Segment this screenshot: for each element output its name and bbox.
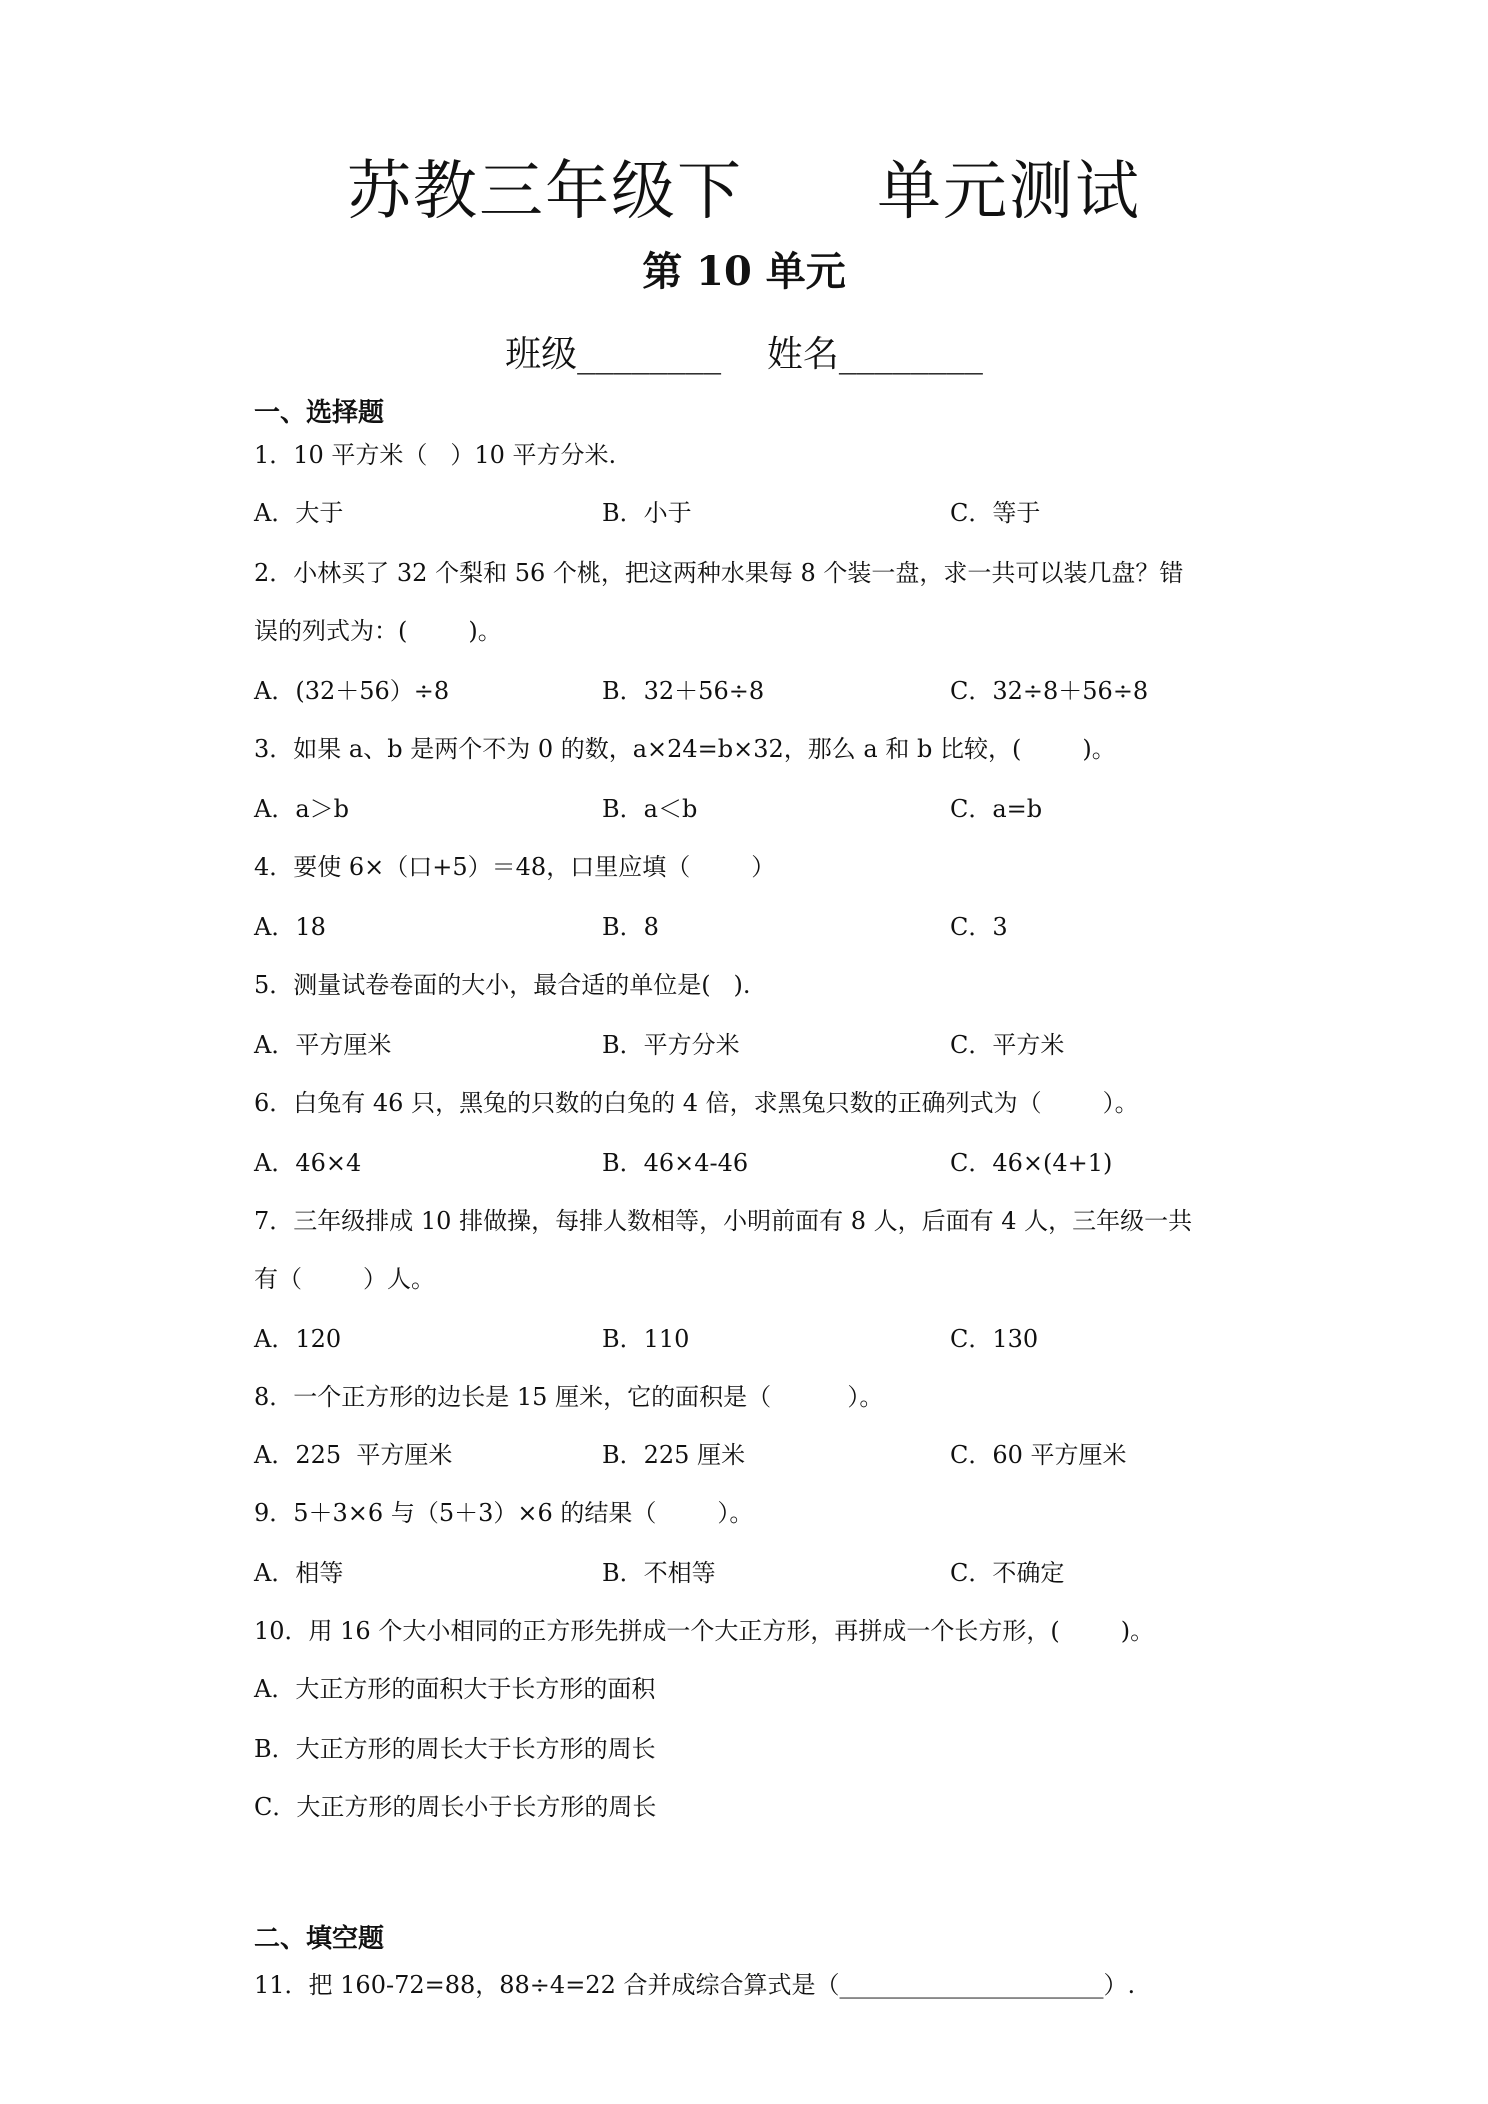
section-heading-fill: 二、填空题: [254, 1924, 385, 1954]
q5-option-b: B．平方分米: [602, 1031, 740, 1059]
q3-option-b: B．a＜b: [602, 795, 698, 823]
q9-option-b: B．不相等: [602, 1559, 716, 1587]
q9-option-a: A．相等: [254, 1559, 344, 1587]
question-9: 9．5＋3×6 与（5＋3）×6 的结果（ ）。: [254, 1499, 754, 1527]
question-10: 10．用 16 个大小相同的正方形先拼成一个大正方形，再拼成一个长方形，( )。: [254, 1617, 1155, 1645]
q6-option-a: A．46×4: [254, 1149, 362, 1177]
q2-option-c: C．32÷8＋56÷8: [950, 677, 1149, 705]
q3-option-a: A．a＞b: [254, 795, 350, 823]
question-2-line-2: 误的列式为：( )。: [254, 617, 502, 645]
q10-option-b: B．大正方形的周长大于长方形的周长: [254, 1735, 656, 1763]
q1-option-a: A．大于: [254, 499, 344, 527]
q4-option-b: B．8: [602, 913, 659, 941]
question-7-line-1: 7．三年级排成 10 排做操，每排人数相等，小明前面有 8 人，后面有 4 人，三年级一共: [254, 1207, 1193, 1235]
q5-option-a: A．平方厘米: [254, 1031, 392, 1059]
q2-option-b: B．32＋56÷8: [602, 677, 765, 705]
question-3: 3．如果 a、b 是两个不为 0 的数，a×24=b×32，那么 a 和 b 比较，( )。: [254, 735, 1116, 763]
question-2-line-1: 2．小林买了 32 个梨和 56 个桃，把这两种水果每 8 个装一盘，求一共可以装几盘？错: [254, 559, 1184, 587]
q1-option-c: C．等于: [950, 499, 1041, 527]
q8-option-b: B．225 厘米: [602, 1441, 746, 1469]
q2-option-a: A．(32＋56）÷8: [254, 677, 450, 705]
question-8: 8．一个正方形的边长是 15 厘米，它的面积是（ ）。: [254, 1383, 884, 1411]
class-name-line: 班级________ 姓名________: [505, 334, 983, 375]
q3-option-c: C．a=b: [950, 795, 1043, 823]
question-4: 4．要使 6×（口+5）＝48，口里应填（ ）: [254, 853, 776, 881]
unit-subtitle: 第 10 单元: [642, 248, 846, 295]
q8-option-a: A．225 平方厘米: [254, 1441, 453, 1469]
q10-option-a: A．大正方形的面积大于长方形的面积: [254, 1675, 656, 1703]
q10-option-c: C．大正方形的周长小于长方形的周长: [254, 1793, 657, 1821]
q4-option-a: A．18: [254, 913, 326, 941]
q9-option-c: C．不确定: [950, 1559, 1065, 1587]
question-7-line-2: 有（ ）人。: [254, 1265, 436, 1293]
q5-option-c: C．平方米: [950, 1031, 1065, 1059]
question-11: 11．把 160-72=88，88÷4=22 合并成综合算式是（______________________）.: [254, 1971, 1136, 1999]
q1-option-b: B．小于: [602, 499, 692, 527]
q8-option-c: C．60 平方厘米: [950, 1441, 1127, 1469]
question-6: 6．白兔有 46 只，黑兔的只数的白兔的 4 倍，求黑兔只数的正确列式为（ ）。: [254, 1089, 1139, 1117]
question-5: 5．测量试卷卷面的大小，最合适的单位是( ).: [254, 971, 751, 999]
q4-option-c: C．3: [950, 913, 1008, 941]
section-heading-choice: 一、选择题: [254, 398, 385, 428]
q7-option-a: A．120: [254, 1325, 342, 1353]
q6-option-c: C．46×(4+1): [950, 1149, 1113, 1177]
question-1: 1．10 平方米（ ）10 平方分米.: [254, 441, 617, 469]
q7-option-b: B．110: [602, 1325, 690, 1353]
q7-option-c: C．130: [950, 1325, 1039, 1353]
q6-option-b: B．46×4-46: [602, 1149, 749, 1177]
page-title: 苏教三年级下 单元测试: [346, 155, 1142, 229]
